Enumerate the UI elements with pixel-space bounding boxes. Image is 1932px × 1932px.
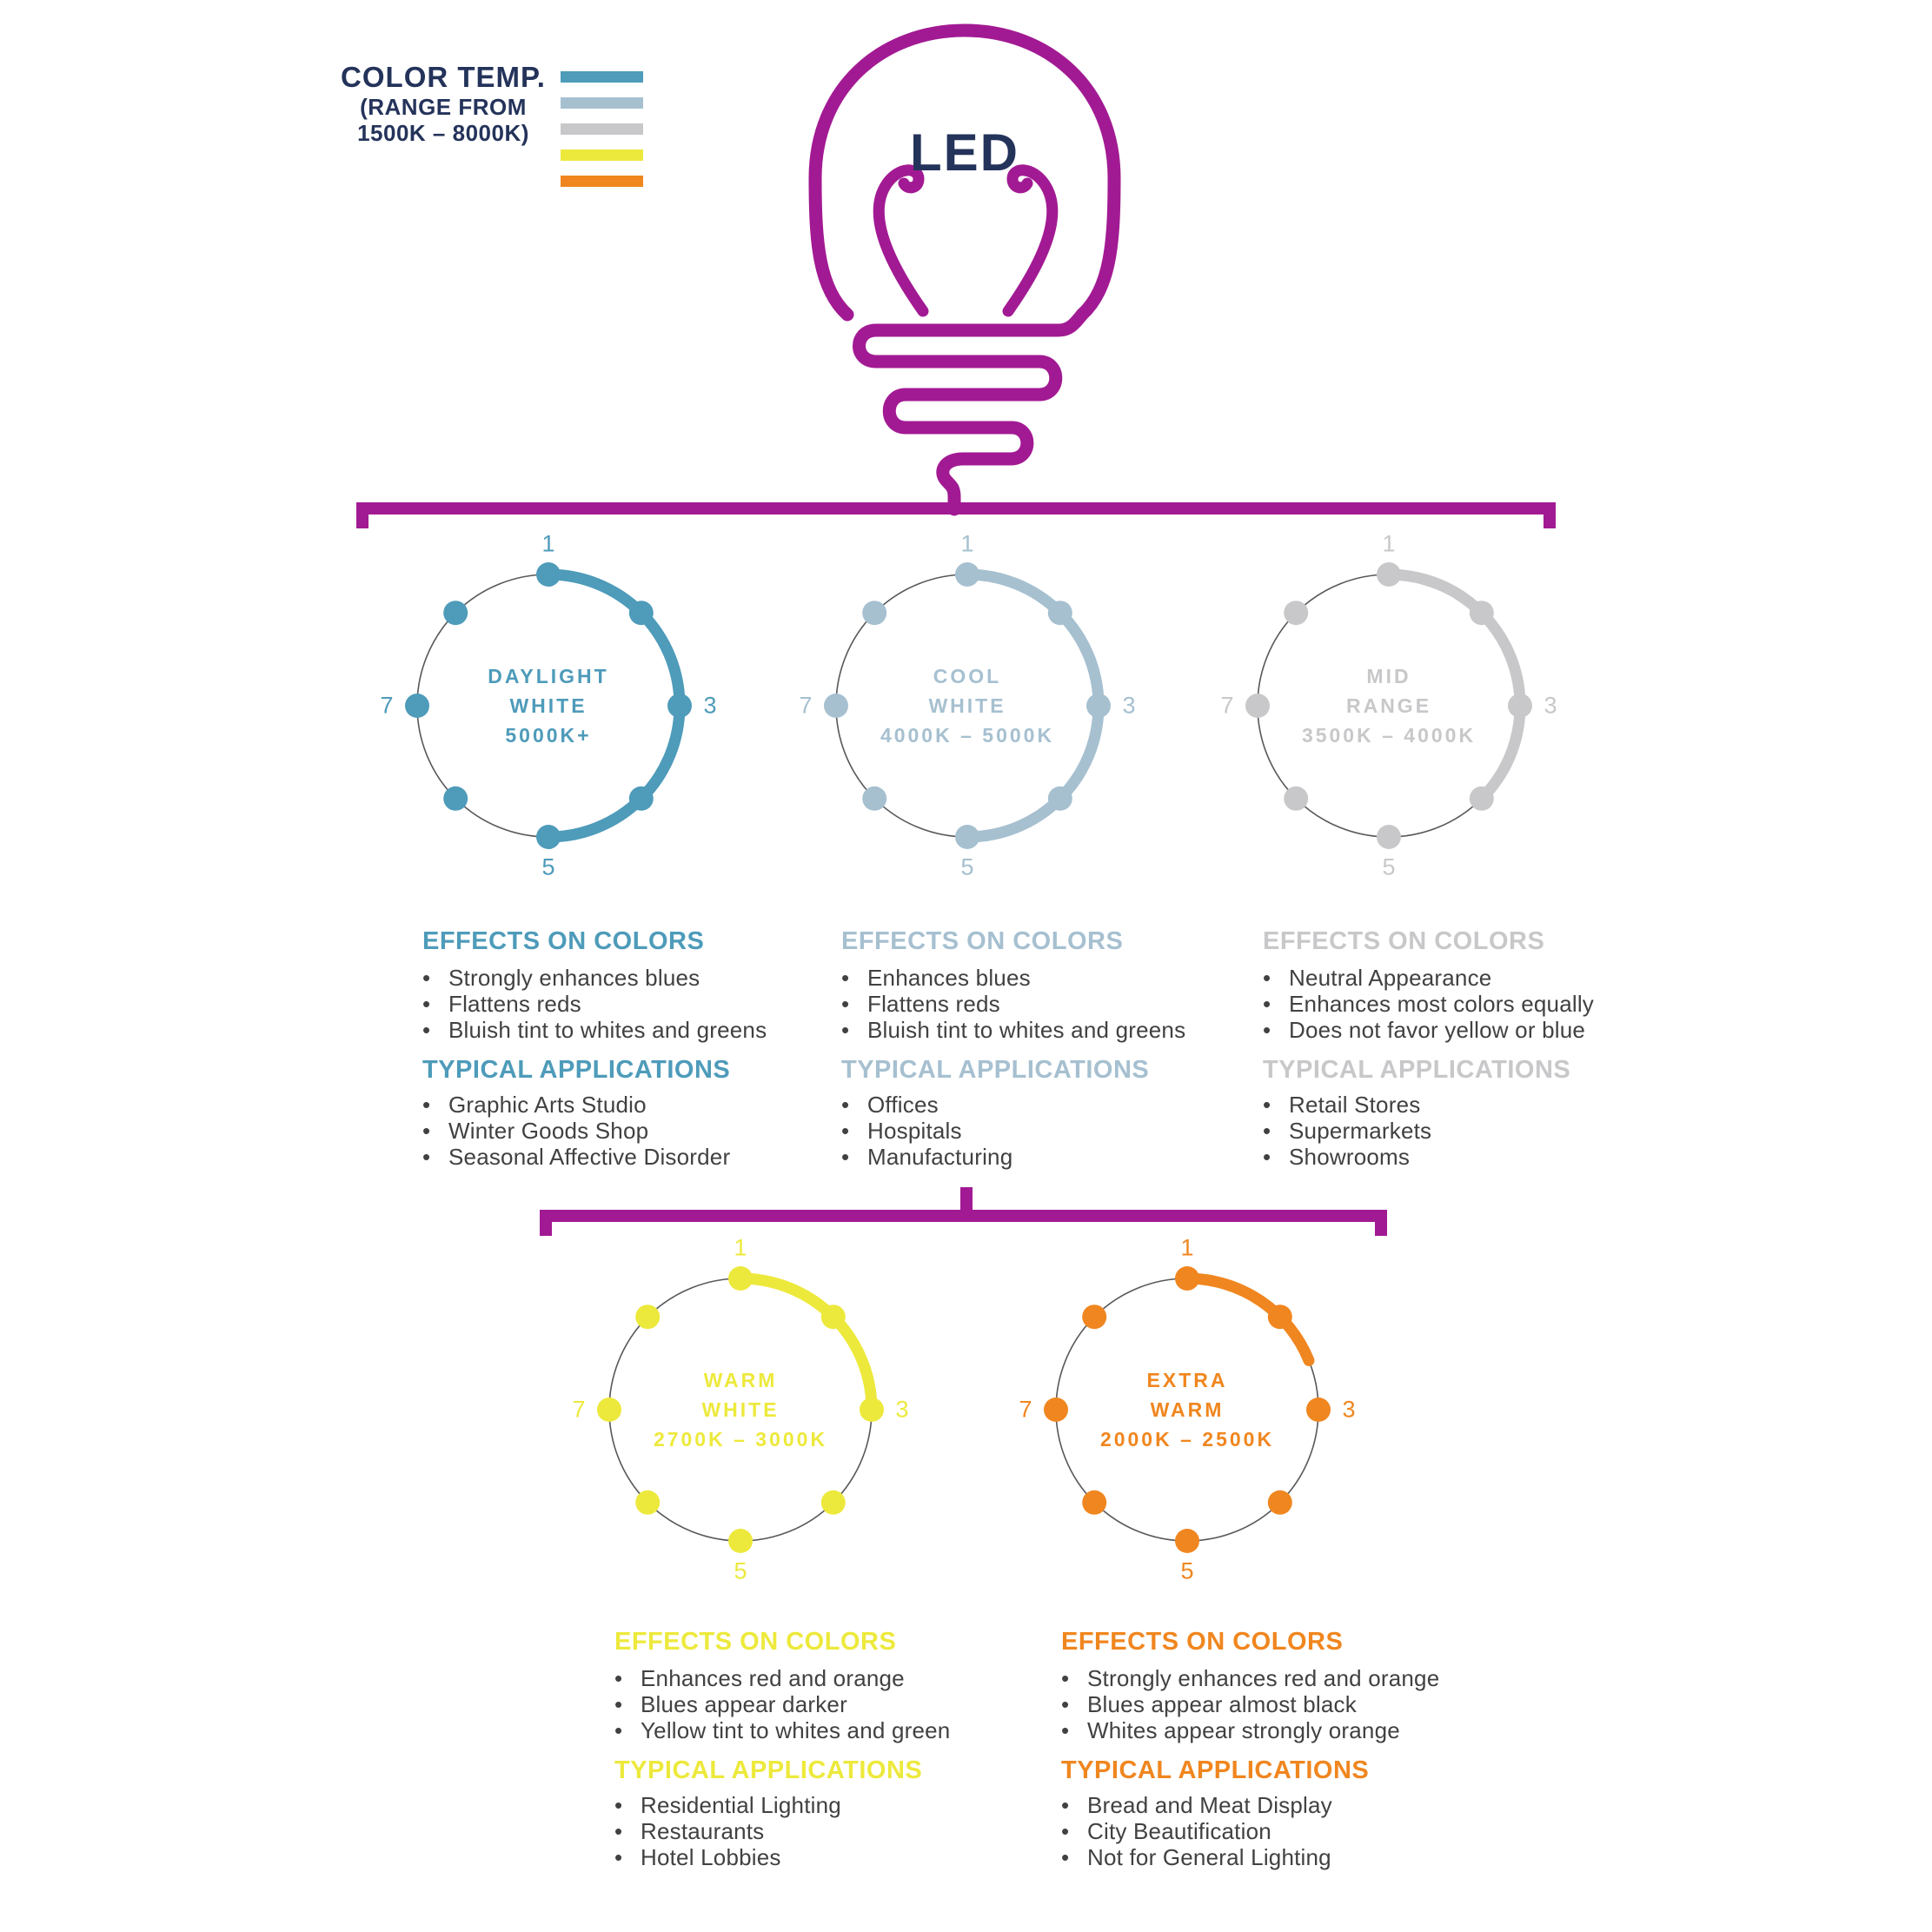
circle-title-line: MID (1366, 665, 1411, 687)
info-column-2 (841, 926, 1250, 1170)
bullet-dot-icon: • (614, 1665, 623, 1691)
effect-item: • Neutral Appearance (1263, 965, 1492, 991)
tick-label-3: 3 (1342, 1396, 1356, 1423)
legend-swatch-warm-white (561, 149, 643, 161)
bullet-dot-icon: • (841, 1118, 850, 1144)
bullet-dot-icon: • (614, 1792, 623, 1818)
effect-item: • Whites appear strongly orange (1061, 1717, 1400, 1743)
legend-swatch-cool-white (561, 97, 643, 109)
legend-swatch-mid-range (561, 123, 643, 135)
tick-label-1: 1 (1382, 530, 1396, 557)
tick-label-1: 1 (1180, 1234, 1194, 1261)
effect-item: • Flattens reds (841, 991, 1000, 1017)
bullet-dot-icon: • (1061, 1792, 1070, 1818)
bullet-dot-icon: • (841, 1144, 850, 1170)
bullet-dot-icon: • (1263, 991, 1271, 1017)
legend-title: COLOR TEMP. (341, 61, 546, 93)
circle-title-line: DAYLIGHT (488, 665, 609, 687)
circle-title-line: RANGE (1345, 694, 1432, 717)
effect-item: • Enhances red and orange (614, 1665, 905, 1691)
legend-swatch-daylight-white (561, 71, 643, 83)
effect-item: • Flattens reds (422, 991, 581, 1017)
bullet-dot-icon: • (841, 1092, 850, 1118)
effects-title: EFFECTS ON COLORS (841, 927, 1124, 955)
bullet-dot-icon: • (422, 1144, 431, 1170)
circle-title-line: WARM (703, 1369, 778, 1391)
tick-label-3: 3 (703, 692, 717, 719)
application-item: • Graphic Arts Studio (422, 1092, 647, 1118)
circle-title-line: WHITE (928, 694, 1006, 717)
effect-item: • Blues appear almost black (1061, 1691, 1357, 1717)
tick-label-3: 3 (895, 1396, 909, 1423)
effects-title: EFFECTS ON COLORS (614, 1628, 897, 1656)
applications-title: TYPICAL APPLICATIONS (614, 1756, 923, 1784)
circle-title (1100, 1365, 1274, 1454)
effects-title: EFFECTS ON COLORS (422, 927, 705, 955)
tick-label-5: 5 (541, 853, 555, 880)
circle-title (488, 661, 608, 750)
legend-swatch-extra-warm (561, 176, 643, 187)
bullet-dot-icon: • (841, 965, 850, 991)
application-item: • Winter Goods Shop (422, 1118, 649, 1144)
legend (330, 61, 556, 146)
circle-title (1302, 661, 1476, 750)
tick-label-3: 3 (1544, 692, 1557, 719)
application-item: • Residential Lighting (614, 1792, 841, 1818)
applications-title: TYPICAL APPLICATIONS (1263, 1056, 1571, 1084)
effects-title: EFFECTS ON COLORS (1263, 927, 1545, 955)
effect-item: • Strongly enhances red and orange (1061, 1665, 1440, 1691)
circle-title (654, 1365, 827, 1454)
tick-label-5: 5 (960, 853, 974, 880)
effect-item: • Enhances most colors equally (1263, 991, 1595, 1017)
bullet-dot-icon: • (1263, 1118, 1271, 1144)
tick-label-7: 7 (1220, 692, 1234, 719)
circle-title-line: 3500K – 4000K (1301, 724, 1477, 747)
circle-title-line: 4000K – 5000K (880, 724, 1055, 747)
application-item: • Hospitals (841, 1118, 962, 1144)
tick-label-5: 5 (734, 1557, 747, 1584)
info-column-5 (1061, 1627, 1470, 1870)
bullet-dot-icon: • (422, 1118, 431, 1144)
application-item: • Showrooms (1263, 1144, 1411, 1170)
circle-title-line: WARM (1150, 1398, 1225, 1421)
bullet-dot-icon: • (422, 1017, 431, 1043)
bullet-dot-icon: • (1061, 1691, 1070, 1717)
tick-label-7: 7 (380, 692, 394, 719)
tick-label-1: 1 (734, 1234, 747, 1261)
effect-item: • Enhances blues (841, 965, 1031, 991)
circle-title-line: 2700K – 3000K (653, 1428, 828, 1451)
effect-item: • Bluish tint to whites and greens (841, 1017, 1186, 1043)
bullet-dot-icon: • (614, 1818, 623, 1844)
legend-subtitle-line1: (RANGE FROM (360, 94, 527, 120)
effect-item: • Bluish tint to whites and greens (422, 1017, 767, 1043)
tick-label-7: 7 (1019, 1396, 1032, 1423)
application-item: • Manufacturing (841, 1144, 1013, 1170)
application-item: • Not for General Lighting (1061, 1844, 1331, 1870)
tick-label-3: 3 (1122, 692, 1136, 719)
tick-label-1: 1 (541, 530, 555, 557)
application-item: • Restaurants (614, 1818, 765, 1844)
bullet-dot-icon: • (1263, 1144, 1271, 1170)
bullet-dot-icon: • (1061, 1818, 1070, 1844)
circle-title-line: 5000K+ (505, 724, 592, 747)
circle-title-line: EXTRA (1146, 1369, 1228, 1391)
effect-item: • Blues appear darker (614, 1691, 847, 1717)
application-item: • City Beautification (1061, 1818, 1271, 1844)
application-item: • Bread and Meat Display (1061, 1792, 1332, 1818)
circle-title (880, 661, 1054, 750)
bullet-dot-icon: • (1263, 1092, 1271, 1118)
tick-label-5: 5 (1180, 1557, 1194, 1584)
info-column-3 (1263, 926, 1671, 1170)
effects-title: EFFECTS ON COLORS (1061, 1628, 1344, 1656)
led-label: LED (910, 123, 1019, 182)
application-item: • Retail Stores (1263, 1092, 1421, 1118)
bullet-dot-icon: • (614, 1844, 623, 1870)
bullet-dot-icon: • (1061, 1717, 1070, 1743)
legend-subtitle-line2: 1500K – 8000K) (357, 120, 529, 146)
tick-label-7: 7 (572, 1396, 586, 1423)
bullet-dot-icon: • (841, 991, 850, 1017)
circle-title-line: 2000K – 2500K (1099, 1428, 1275, 1451)
effect-item: • Strongly enhances blues (422, 965, 700, 991)
effect-item: • Yellow tint to whites and green (614, 1717, 951, 1743)
circle-title-line: COOL (933, 665, 1002, 687)
application-item: • Supermarkets (1263, 1118, 1432, 1144)
bullet-dot-icon: • (1263, 965, 1271, 991)
applications-title: TYPICAL APPLICATIONS (1061, 1756, 1370, 1784)
bullet-dot-icon: • (422, 1092, 431, 1118)
circle-title-line: WHITE (701, 1398, 780, 1421)
bullet-dot-icon: • (1263, 1017, 1271, 1043)
circle-title-line: WHITE (509, 694, 588, 717)
tick-label-1: 1 (960, 530, 974, 557)
bullet-dot-icon: • (422, 965, 431, 991)
bullet-dot-icon: • (841, 1017, 850, 1043)
bullet-dot-icon: • (1061, 1665, 1070, 1691)
bullet-dot-icon: • (614, 1691, 623, 1717)
application-item: • Seasonal Affective Disorder (422, 1144, 731, 1170)
bullet-dot-icon: • (422, 991, 431, 1017)
effect-item: • Does not favor yellow or blue (1263, 1017, 1586, 1043)
info-column-4 (614, 1627, 1023, 1870)
tick-label-7: 7 (799, 692, 813, 719)
bullet-dot-icon: • (1061, 1844, 1070, 1870)
bullet-dot-icon: • (614, 1717, 623, 1743)
application-item: • Offices (841, 1092, 939, 1118)
application-item: • Hotel Lobbies (614, 1844, 781, 1870)
tick-label-5: 5 (1382, 853, 1396, 880)
info-column-1 (422, 926, 831, 1170)
applications-title: TYPICAL APPLICATIONS (422, 1056, 731, 1084)
applications-title: TYPICAL APPLICATIONS (841, 1056, 1150, 1084)
